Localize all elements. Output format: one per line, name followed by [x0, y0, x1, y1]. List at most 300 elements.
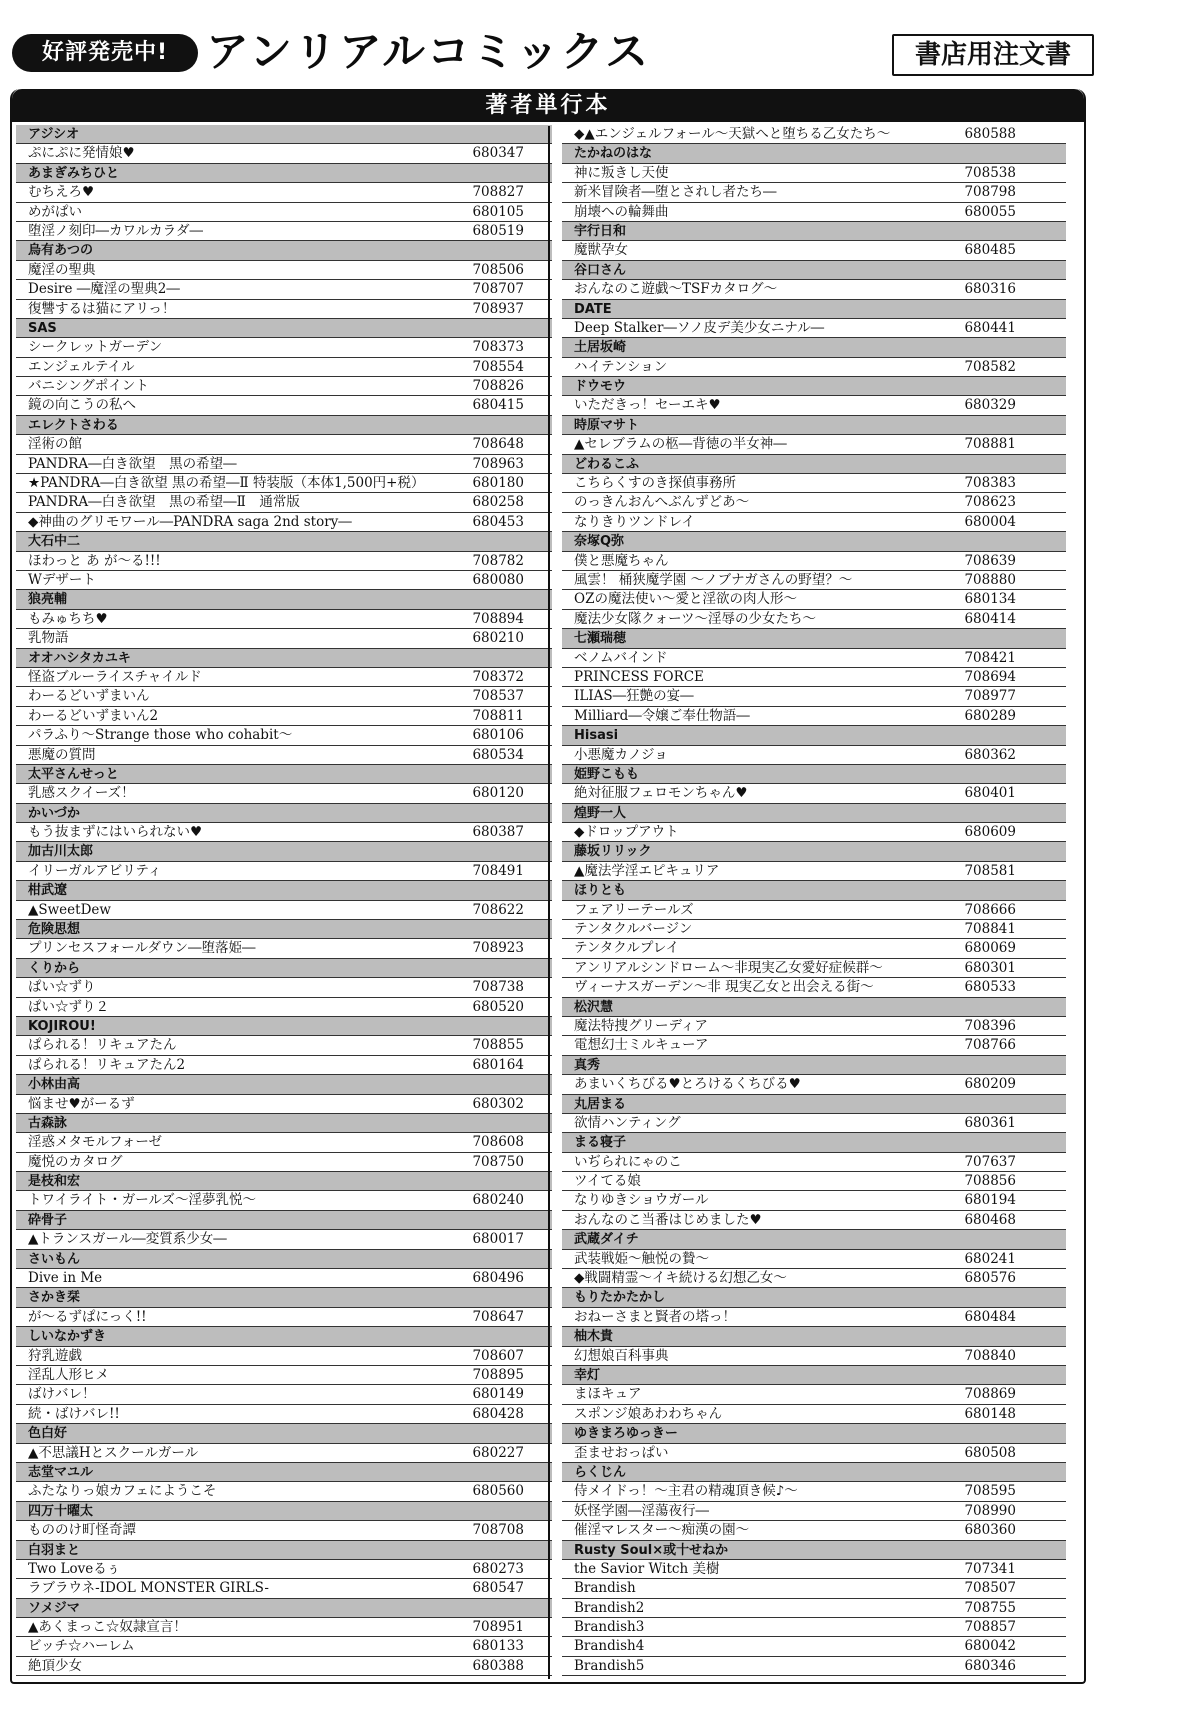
- author-name: さいもん: [28, 1251, 81, 1267]
- order-code: 708622: [472, 901, 524, 918]
- order-code: 680273: [472, 1560, 524, 1577]
- author-name: ゆきまろゆっきー: [574, 1426, 678, 1442]
- author-row: [16, 1463, 552, 1482]
- book-title: Desire ―魔淫の聖典2―: [28, 281, 180, 298]
- author-name: 丸居まる: [574, 1096, 627, 1112]
- book-title: the Savior Witch 美樹: [574, 1560, 720, 1577]
- order-code: 680210: [472, 630, 524, 647]
- book-title: もののけ町怪奇譚: [28, 1522, 136, 1539]
- book-title: フェアリーテールズ: [574, 901, 694, 918]
- order-code: 680164: [472, 1056, 524, 1073]
- author-name: 白羽まと: [28, 1542, 81, 1558]
- author-row: [16, 1075, 552, 1094]
- title-row: [16, 1191, 552, 1210]
- title-row: [562, 978, 1066, 997]
- order-code: 708840: [964, 1347, 1016, 1364]
- order-code: 680227: [472, 1444, 524, 1461]
- author-name: さかき栞: [28, 1290, 81, 1306]
- book-title: 欲情ハンティング: [574, 1114, 681, 1131]
- book-title: ラブラウネ-IDOL MONSTER GIRLS-: [28, 1580, 269, 1597]
- order-code: 680106: [472, 727, 524, 744]
- book-title: Brandish4: [574, 1638, 645, 1655]
- author-name: 志堂マユル: [28, 1464, 94, 1480]
- author-name: ソメジマ: [28, 1600, 80, 1616]
- book-title: Brandish3: [574, 1619, 645, 1636]
- author-name: ほりとも: [574, 883, 627, 899]
- title-row: [562, 1075, 1066, 1094]
- author-name: KOJIROU!: [28, 1018, 96, 1034]
- title-row: [16, 1521, 552, 1540]
- book-title: 悪魔の質問: [28, 746, 96, 763]
- title-row: [16, 1579, 552, 1598]
- title-row: [562, 358, 1066, 377]
- order-code: 680576: [964, 1270, 1016, 1287]
- order-code: 708855: [472, 1037, 524, 1054]
- title-row: [562, 939, 1066, 958]
- author-name: 奈塚Q弥: [574, 534, 625, 550]
- order-code: 708880: [964, 571, 1016, 588]
- order-code: 708750: [472, 1153, 524, 1170]
- title-row: [562, 823, 1066, 842]
- order-code: 680080: [472, 571, 524, 588]
- author-row: [562, 1366, 1066, 1385]
- book-title: おんなのこ当番はじめました♥: [574, 1211, 762, 1228]
- author-row: [16, 416, 552, 435]
- title-row: [16, 823, 552, 842]
- book-title: もう抜まずにはいられない♥: [28, 824, 203, 841]
- book-title: ぱい☆ずり: [28, 979, 96, 996]
- title-row: [562, 1017, 1066, 1036]
- author-name: まる寝子: [574, 1135, 627, 1151]
- title-row: [16, 358, 552, 377]
- order-code: 708827: [472, 184, 524, 201]
- book-title: ILIAS―狂艶の宴―: [574, 688, 694, 705]
- title-row: [562, 474, 1066, 493]
- title-row: [16, 1133, 552, 1152]
- book-title: ベノムバインド: [574, 649, 668, 666]
- book-title: Wデザート: [28, 571, 96, 588]
- order-code: 708869: [964, 1386, 1016, 1403]
- book-title: 乳感スクイーズ！: [28, 785, 135, 802]
- book-title: テンタクルバージン: [574, 921, 693, 938]
- author-name: 煌野一人: [574, 805, 627, 821]
- order-code: 680534: [472, 746, 524, 763]
- order-code: 680042: [964, 1638, 1016, 1655]
- author-row: [16, 920, 552, 939]
- book-title: 電想幻士ミルキューア: [574, 1037, 709, 1054]
- author-name: 時原マサト: [574, 417, 640, 433]
- author-name: 柑武遼: [28, 883, 68, 899]
- order-code: 680302: [472, 1095, 524, 1112]
- author-row: [562, 629, 1066, 648]
- order-code: 680468: [964, 1211, 1016, 1228]
- author-row: [562, 1133, 1066, 1152]
- author-name: 藤坂リリック: [574, 844, 652, 860]
- title-row: [16, 687, 552, 706]
- author-name: もりたかたかし: [574, 1290, 666, 1306]
- order-code: 708666: [964, 901, 1016, 918]
- order-code: 680105: [472, 203, 524, 220]
- table-title: 著者単行本: [12, 89, 1084, 122]
- author-row: [562, 842, 1066, 861]
- book-title: 神に叛きし天使: [574, 164, 669, 181]
- title-row: [562, 319, 1066, 338]
- order-code: 708951: [472, 1619, 524, 1636]
- book-title: ツイてる娘: [574, 1173, 641, 1190]
- title-row: [16, 1560, 552, 1579]
- order-code: 708894: [472, 610, 524, 627]
- title-row: [16, 610, 552, 629]
- title-row: [16, 668, 552, 687]
- author-row: [562, 300, 1066, 319]
- author-row: [562, 261, 1066, 280]
- book-title: ◆▲エンジェルフォール～天獄へと堕ちる乙女たち～: [574, 126, 891, 142]
- book-title: こちらくすのき探偵事務所: [574, 475, 736, 492]
- title-row: [16, 1347, 552, 1366]
- book-title: いただきっ！セーエキ♥: [574, 397, 721, 414]
- title-row: [562, 241, 1066, 260]
- author-row: [562, 532, 1066, 551]
- book-title: Milliard―令嬢ご奉仕物語―: [574, 707, 750, 724]
- author-row: [16, 532, 552, 551]
- title-row: [16, 1482, 552, 1501]
- book-title: なりきりツンドレイ: [574, 513, 695, 530]
- title-row: [562, 901, 1066, 920]
- author-row: [16, 164, 552, 183]
- author-name: かいづか: [28, 805, 81, 821]
- title-row: [562, 1191, 1066, 1210]
- book-title: ほわっと あ が～る!!!: [28, 552, 161, 569]
- book-title: ★PANDRA―白き欲望 黒の希望―Ⅱ 特装版（本体1,500円+税）: [28, 475, 425, 492]
- author-row: [562, 1230, 1066, 1249]
- book-title: ◆神曲のグリモワール―PANDRA saga 2nd story―: [28, 513, 352, 530]
- title-row: [562, 280, 1066, 299]
- title-row: [16, 978, 552, 997]
- order-code: 680194: [964, 1192, 1016, 1209]
- title-row: [562, 707, 1066, 726]
- book-title: Two Loveるぅ: [28, 1560, 121, 1577]
- author-name: 太平さんせっと: [28, 766, 119, 782]
- author-row: [562, 377, 1066, 396]
- book-title: Brandish: [574, 1580, 636, 1597]
- book-title: 幻想娘百科事典: [574, 1347, 669, 1364]
- order-code: 708782: [472, 552, 524, 569]
- title-row: [16, 144, 552, 163]
- title-row: [16, 1269, 552, 1288]
- column-divider: [548, 126, 550, 1679]
- order-code: 708647: [472, 1308, 524, 1325]
- order-code: 708694: [964, 668, 1016, 685]
- book-title: エンジェルテイル: [28, 358, 135, 375]
- title-row: [562, 1502, 1066, 1521]
- book-title: 魔淫の聖典: [28, 261, 96, 278]
- title-row: [16, 1385, 552, 1404]
- order-code: 680004: [964, 513, 1016, 530]
- author-row: [562, 1463, 1066, 1482]
- title-row: [562, 687, 1066, 706]
- title-row: [16, 1036, 552, 1055]
- book-title: 淫術の館: [28, 436, 82, 453]
- author-name: Rusty Soul×或十せねか: [574, 1542, 729, 1558]
- book-title: 魔法特捜グリーディア: [574, 1017, 708, 1034]
- author-row: [16, 1541, 552, 1560]
- title-row: [16, 998, 552, 1017]
- book-title: 侍メイドっ！～主君の精魂頂き候♪～: [574, 1483, 798, 1500]
- order-code: 708937: [472, 300, 524, 317]
- order-code: 680258: [472, 494, 524, 511]
- order-code: 708372: [472, 668, 524, 685]
- title-row: [16, 1153, 552, 1172]
- book-title: 魔法少女隊クォーツ～淫辱の少女たち～: [574, 610, 817, 627]
- title-row: [16, 726, 552, 745]
- book-title: 狩乳遊戯: [28, 1347, 82, 1364]
- order-code: 708491: [472, 862, 524, 879]
- order-code: 680289: [964, 707, 1016, 724]
- order-code: 708977: [964, 688, 1016, 705]
- title-row: [562, 1172, 1066, 1191]
- order-code: 708608: [472, 1134, 524, 1151]
- author-name: 松沢慧: [574, 999, 614, 1015]
- title-row: [562, 1385, 1066, 1404]
- author-name: たかねのはな: [574, 146, 653, 162]
- book-title: 怪盗ブルーライスチャイルド: [28, 668, 202, 685]
- book-title: 崩壊への輪舞曲: [574, 203, 669, 220]
- order-code: 680609: [964, 824, 1016, 841]
- title-row: [562, 493, 1066, 512]
- title-row: [562, 1211, 1066, 1230]
- author-row: [562, 416, 1066, 435]
- title-row: [562, 435, 1066, 454]
- title-row: [562, 183, 1066, 202]
- order-code: 680520: [472, 998, 524, 1015]
- book-title: あまいくちびる♥とろけるくちびる♥: [574, 1076, 801, 1093]
- book-title: イリーガルアビリティ: [28, 862, 162, 879]
- page-header: [10, 27, 1085, 76]
- order-code: 680388: [472, 1657, 524, 1674]
- author-row: [16, 319, 552, 338]
- order-code: 707341: [964, 1560, 1016, 1577]
- title-row: [16, 203, 552, 222]
- title-row: [16, 493, 552, 512]
- book-title: もみゅちち♥: [28, 610, 108, 627]
- on-sale-badge: 好評発売中!: [12, 34, 198, 72]
- book-title: テンタクルプレイ: [574, 940, 680, 957]
- title-row: [16, 1230, 552, 1249]
- title-row: [16, 455, 552, 474]
- title-row: [562, 1153, 1066, 1172]
- book-title: 歪ませおっぱい: [574, 1444, 669, 1461]
- order-code: 708507: [964, 1580, 1016, 1597]
- title-row: [16, 474, 552, 493]
- order-code: 708639: [964, 552, 1016, 569]
- author-row: [562, 222, 1066, 241]
- title-row: [16, 1637, 552, 1656]
- order-code: 708766: [964, 1037, 1016, 1054]
- order-code: 708708: [472, 1522, 524, 1539]
- book-title: 淫乱人形ヒメ: [28, 1367, 109, 1383]
- author-name: 姫野こもも: [574, 766, 640, 782]
- author-name: 宇行日和: [574, 223, 627, 239]
- title-row: [16, 396, 552, 415]
- title-row: [16, 435, 552, 454]
- author-row: [16, 842, 552, 861]
- author-name: 色白好: [28, 1426, 68, 1442]
- author-name: SAS: [28, 320, 57, 336]
- order-code: 708538: [964, 164, 1016, 181]
- left-column: [16, 125, 552, 1676]
- book-title: PANDRA―白き欲望 黒の希望―: [28, 455, 237, 472]
- order-code: 708881: [964, 436, 1016, 453]
- author-name: Hisasi: [574, 728, 619, 744]
- publisher-logo: アンリアルコミックス: [206, 27, 651, 76]
- author-name: 真秀: [574, 1057, 601, 1073]
- book-title: ぱられる！リキュアたん: [28, 1037, 177, 1054]
- title-row: [562, 959, 1066, 978]
- book-title: まほキュア: [574, 1386, 642, 1403]
- author-name: 烏有あつの: [28, 243, 94, 259]
- author-name: 狼亮輔: [28, 592, 68, 608]
- title-row: [16, 939, 552, 958]
- book-title: 淫惑メタモルフォーゼ: [28, 1134, 163, 1151]
- order-code: 680347: [472, 145, 524, 162]
- order-code: 680496: [472, 1270, 524, 1287]
- book-title: 復讐するは猫にアリっ！: [28, 300, 176, 317]
- title-row: [562, 1579, 1066, 1598]
- book-title: ぱられる！リキュアたん2: [28, 1056, 186, 1073]
- author-name: くりから: [28, 960, 81, 976]
- order-code: 680134: [964, 591, 1016, 608]
- order-form-label: 書店用注文書: [892, 34, 1094, 76]
- title-row: [16, 629, 552, 648]
- order-code: 708841: [964, 921, 1016, 938]
- book-title: OZの魔法使い～愛と淫欲の肉人形～: [574, 591, 797, 608]
- order-code: 680133: [472, 1638, 524, 1655]
- title-row: [562, 1657, 1066, 1676]
- author-name: 危険思想: [28, 922, 81, 938]
- author-name: しいなかずき: [28, 1329, 107, 1345]
- title-row: [562, 1599, 1066, 1618]
- author-name: 武蔵ダイチ: [574, 1232, 639, 1248]
- order-code: 680361: [964, 1114, 1016, 1131]
- book-title: Brandish5: [574, 1657, 645, 1674]
- author-row: [562, 726, 1066, 745]
- book-title: プリンセスフォールダウン―堕落姫―: [28, 940, 256, 957]
- book-title: ビッチ☆ハーレム: [28, 1638, 135, 1655]
- order-code: 680441: [964, 319, 1016, 336]
- book-title: わーるどいずまいん: [28, 688, 150, 705]
- author-row: [16, 1424, 552, 1443]
- title-row: [16, 901, 552, 920]
- order-code: 680415: [472, 397, 524, 414]
- order-code: 708963: [472, 455, 524, 472]
- book-title: 魔獣孕女: [574, 242, 628, 259]
- book-title: シークレットガーデン: [28, 339, 163, 356]
- title-row: [16, 784, 552, 803]
- book-title: 絶頂少女: [28, 1657, 82, 1674]
- book-title: Brandish2: [574, 1599, 645, 1616]
- order-code: 708373: [472, 339, 524, 356]
- title-row: [562, 1637, 1066, 1656]
- book-title: 乳物語: [28, 630, 69, 647]
- book-title: 続・ばけバレ!!: [28, 1405, 120, 1422]
- author-name: 小林由高: [28, 1077, 81, 1093]
- book-title: 堕淫ノ刻印―カワルカラダ―: [28, 222, 203, 239]
- title-row: [562, 1036, 1066, 1055]
- title-row: [16, 571, 552, 590]
- book-title: アンリアルシンドローム～非現実乙女愛好症候群～: [574, 959, 883, 976]
- book-title: 魔悦のカタログ: [28, 1153, 123, 1170]
- book-title: スポンジ娘あわわちゃん: [574, 1405, 723, 1422]
- author-name: 是枝和宏: [28, 1174, 81, 1190]
- author-row: [562, 1288, 1066, 1307]
- order-code: 708798: [964, 184, 1016, 201]
- book-title: 鏡の向こうの私へ: [28, 397, 136, 414]
- order-code: 680240: [472, 1192, 524, 1209]
- title-row: [562, 1560, 1066, 1579]
- order-code: 680547: [472, 1580, 524, 1597]
- title-row: [16, 1095, 552, 1114]
- book-title: Dive in Me: [28, 1270, 103, 1287]
- author-name: オオハシタカユキ: [28, 650, 131, 666]
- order-code: 680180: [472, 475, 524, 492]
- author-row: [562, 1424, 1066, 1443]
- author-row: [16, 765, 552, 784]
- title-row: [16, 1657, 552, 1676]
- order-code: 708895: [472, 1367, 524, 1383]
- title-row: [16, 222, 552, 241]
- order-code: 680533: [964, 979, 1016, 996]
- title-row: [562, 784, 1066, 803]
- book-title: わーるどいずまいん2: [28, 707, 159, 724]
- author-name: あまぎみちひと: [28, 165, 120, 181]
- author-name: 七瀬瑞穂: [574, 631, 627, 647]
- order-code: 680508: [964, 1444, 1016, 1461]
- title-row: [16, 862, 552, 881]
- order-code: 680387: [472, 824, 524, 841]
- author-row: [16, 1114, 552, 1133]
- title-row: [562, 649, 1066, 668]
- title-row: [562, 125, 1066, 144]
- title-row: [16, 338, 552, 357]
- book-title: ぷにぷに発情娘♥: [28, 145, 135, 162]
- author-name: らくじん: [574, 1464, 627, 1480]
- book-title: ▲不思議Hとスクールガール: [28, 1444, 199, 1461]
- book-title: ハイテンション: [574, 358, 668, 375]
- book-title: おねーさまと賢者の塔っ！: [574, 1308, 736, 1325]
- order-code: 708595: [964, 1483, 1016, 1500]
- title-row: [562, 552, 1066, 571]
- title-row: [16, 183, 552, 202]
- book-title: ふたなりっ娘カフェにようこそ: [28, 1483, 217, 1500]
- title-row: [16, 300, 552, 319]
- book-title: ぱい☆ずり２: [28, 998, 109, 1015]
- order-code: 708648: [472, 436, 524, 453]
- order-code: 680485: [964, 242, 1016, 259]
- order-code: 680428: [472, 1405, 524, 1422]
- order-code: 680316: [964, 281, 1016, 298]
- book-title: のっきんおんへぶんずどあ～: [574, 494, 750, 511]
- order-code: 708826: [472, 378, 524, 395]
- author-row: [562, 1056, 1066, 1075]
- title-row: [16, 513, 552, 532]
- right-column: [562, 125, 1066, 1676]
- author-row: [562, 1095, 1066, 1114]
- author-row: [562, 1327, 1066, 1346]
- book-title: ▲SweetDew: [28, 901, 111, 918]
- order-code: 680055: [964, 203, 1016, 220]
- title-row: [562, 668, 1066, 687]
- order-code: 708755: [964, 1599, 1016, 1616]
